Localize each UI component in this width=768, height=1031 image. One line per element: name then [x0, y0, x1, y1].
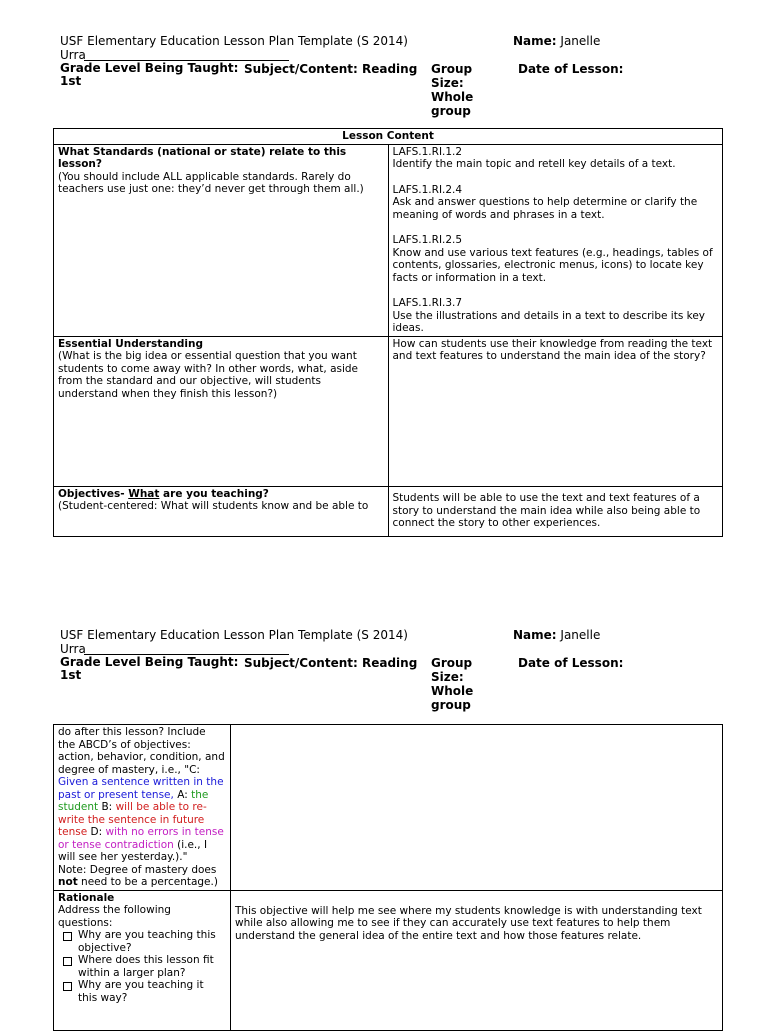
name-continued: Urra	[60, 48, 86, 62]
subject-content: Subject/Content: Reading	[244, 656, 418, 670]
rationale-value-cell: This objective will help me see where my students knowledge is with understanding text while also allowing me to see if they can accurately use text features to help them understand the general idea of the entire text and how those features relate.	[231, 890, 723, 1030]
group-size	[431, 656, 491, 712]
group-line-4: group	[431, 104, 471, 118]
subject-content: Subject/Content: Reading	[244, 62, 418, 76]
standard-text: Identify the main topic and retell key details of a text.	[392, 158, 676, 170]
name-value: Janelle	[556, 34, 601, 48]
standards-title: What Standards (national or state) relate to this lesson?	[58, 145, 347, 170]
standard-item	[393, 297, 719, 335]
rationale-row	[54, 890, 723, 1030]
essential-note: (What is the big idea or essential question that you want students to come away with? In other words, what, aside from the standard and our objective, will students understand when they finish this lesson?)	[58, 350, 359, 400]
mastery-note-not: not	[58, 876, 78, 888]
grade-value: 1st	[60, 668, 82, 682]
lesson-content-table	[53, 128, 723, 537]
date-of-lesson: Date of Lesson:	[518, 656, 624, 670]
date-of-lesson: Date of Lesson:	[518, 62, 624, 76]
group-line-2: Size:	[431, 76, 464, 90]
page-header-1	[60, 34, 720, 118]
group-line-2: Size:	[431, 670, 464, 684]
lesson-content-table-continued	[53, 724, 723, 1031]
objectives-continued-row	[54, 725, 723, 891]
essential-label-cell	[54, 336, 389, 486]
essential-understanding-row	[54, 336, 723, 486]
degree-text: with no errors in tense or tense contradiction	[58, 826, 224, 851]
standards-note: (You should include ALL applicable standards. Rarely do teachers use just one: they’d never get through them all.)	[58, 170, 364, 195]
group-line-1: Group	[431, 62, 473, 76]
objectives-text-2: (i.e., I will see her yesterday.)."	[58, 838, 208, 863]
question-text: Why are you teaching this objective?	[78, 929, 216, 954]
standard-text: Use the illustrations and details in a text to describe its key ideas.	[392, 309, 706, 334]
standards-value-cell	[388, 144, 723, 336]
standard-item	[393, 146, 719, 171]
checkbox-icon	[63, 932, 72, 941]
template-title: USF Elementary Education Lesson Plan Template (S 2014)	[60, 628, 408, 642]
standard-code: LAFS.1.RI.2.4	[392, 183, 463, 196]
standards-label-cell	[54, 144, 389, 336]
objectives-row	[54, 486, 723, 536]
action-text: the student	[58, 788, 209, 813]
condition-text: Given a sentence written in the past or present tense,	[58, 776, 224, 801]
action-label: A:	[173, 788, 192, 801]
name-field	[513, 34, 600, 48]
rationale-title: Rationale	[58, 891, 115, 904]
rationale-label-cell	[54, 890, 231, 1030]
rationale-question	[58, 979, 226, 1004]
name-label: Name:	[513, 628, 557, 642]
essential-title: Essential Understanding	[58, 337, 203, 350]
grade-label: Grade Level Being Taught:	[60, 61, 239, 75]
standards-row	[54, 144, 723, 336]
grade-level	[60, 62, 238, 88]
standard-text: Ask and answer questions to help determine or clarify the meaning of words and phrases in a text.	[392, 196, 698, 221]
standard-code: LAFS.1.RI.3.7	[392, 297, 463, 309]
name-value: Janelle	[556, 628, 601, 642]
objectives-value-cell: Students will be able to use the text and text features of a story to understand the main idea while also being able to connect the story to other experiences.	[388, 486, 723, 536]
group-line-4: group	[431, 698, 471, 712]
objectives-title	[58, 488, 384, 501]
rationale-intro: Address the following questions:	[58, 904, 171, 929]
table-header-row	[54, 129, 723, 145]
standard-text: Know and use various text features (e.g., headings, tables of contents, glossaries, electronic menus, icons) to locate key facts or information in a text.	[392, 246, 713, 284]
grade-label: Grade Level Being Taught:	[60, 655, 239, 669]
standard-item	[393, 184, 719, 222]
question-text: Why are you teaching it this way?	[78, 979, 204, 1004]
objectives-title-a: Objectives-	[58, 487, 129, 500]
name-field	[513, 628, 600, 642]
behavior-label: B:	[98, 801, 116, 813]
objectives-title-b: are you teaching?	[159, 487, 269, 500]
template-title: USF Elementary Education Lesson Plan Template (S 2014)	[60, 34, 408, 48]
group-size	[431, 62, 491, 118]
group-line-3: Whole	[431, 684, 474, 698]
page-header-2	[60, 628, 720, 712]
group-line-1: Group	[431, 656, 473, 670]
objectives-continued-label-cell	[54, 725, 231, 891]
essential-value-cell: How can students use their knowledge from reading the text and text features to understand the main idea of the story?	[388, 336, 723, 486]
question-text: Where does this lesson fit within a larger plan?	[78, 954, 214, 979]
mastery-note-b: need to be a percentage.)	[77, 876, 218, 888]
grade-value: 1st	[60, 74, 82, 88]
mastery-note-a: Note: Degree of mastery does	[58, 863, 217, 876]
degree-label: D:	[87, 826, 106, 838]
standard-item	[393, 234, 719, 284]
objectives-title-what: What	[128, 487, 160, 500]
behavior-text: will be able to re-write the sentence in future tense	[58, 801, 207, 838]
checkbox-icon	[63, 957, 72, 966]
group-line-3: Whole	[431, 90, 474, 104]
objectives-text-1: do after this lesson? Include the ABCD’s of objectives: action, behavior, condition, and degree of mastery, i.e., "C:	[58, 726, 225, 776]
lesson-content-heading: Lesson Content	[54, 129, 723, 145]
objectives-note: (Student-centered: What will students know and be able to	[58, 500, 369, 512]
rationale-questions	[58, 929, 226, 1004]
grade-level	[60, 656, 238, 682]
checkbox-icon	[63, 982, 72, 991]
objectives-label-cell	[54, 486, 389, 536]
name-continued: Urra	[60, 642, 86, 656]
name-label: Name:	[513, 34, 557, 48]
standard-code: LAFS.1.RI.1.2	[392, 145, 463, 158]
objectives-continued-value-cell	[231, 725, 723, 891]
rationale-question	[58, 929, 226, 954]
standard-code: LAFS.1.RI.2.5	[392, 234, 463, 246]
rationale-question	[58, 954, 226, 979]
